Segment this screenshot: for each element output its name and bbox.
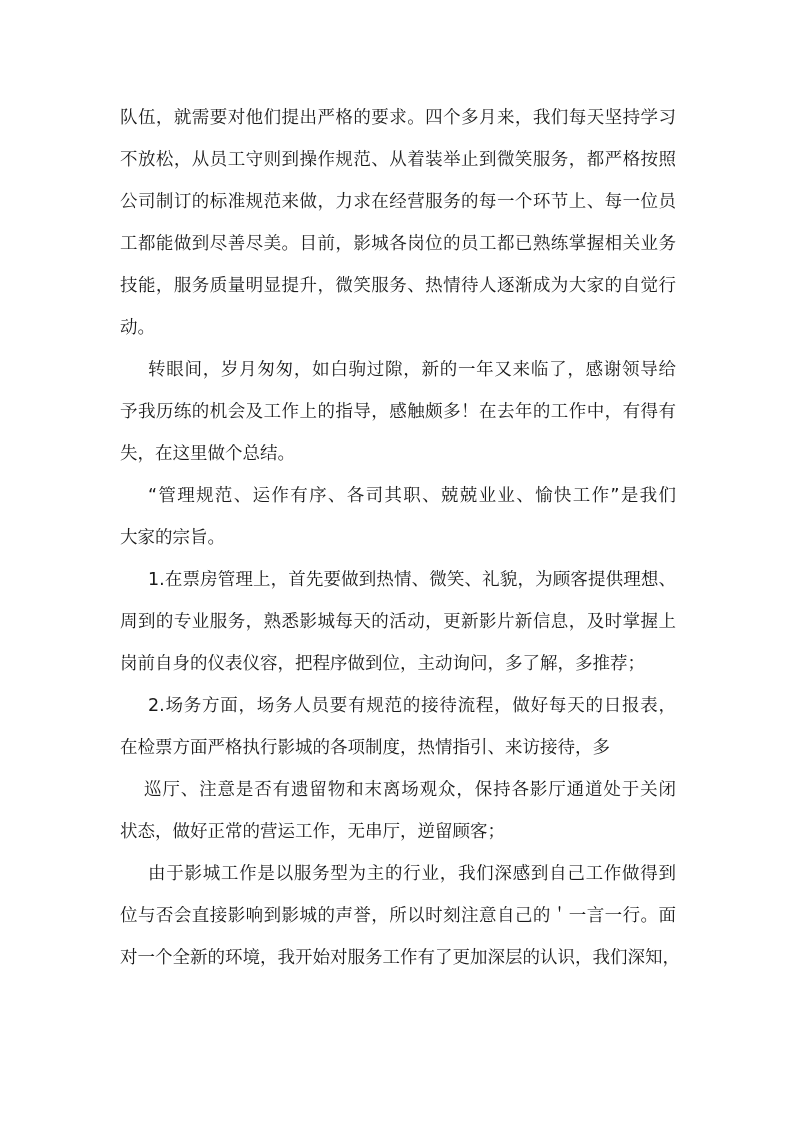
text-line: 公司制订的标准规范来做，力求在经营服务的每一个环节上、每一位员 bbox=[120, 192, 676, 212]
paragraph-start-line: 2.场务方面，场务人员要有规范的接待流程，做好每天的日报表， bbox=[148, 696, 676, 716]
text-line: 技能，服务质量明显提升，微笑服务、热情待人逐渐成为大家的自觉行 bbox=[120, 276, 676, 296]
text-line: 状态，做好正常的营运工作，无串厅，逆留顾客； bbox=[120, 822, 505, 842]
paragraph-start-line: 转眼间，岁月匆匆，如白驹过隙，新的一年又来临了，感谢领导给 bbox=[148, 360, 676, 380]
paragraph-start-line: “管理规范、运作有序、各司其职、兢兢业业、愉快工作”是我们 bbox=[148, 486, 676, 506]
text-line: 对一个全新的环境，我开始对服务工作有了更加深层的认识，我们深知， bbox=[120, 948, 680, 968]
text-line: 予我历练的机会及工作上的指导，感触颇多！在去年的工作中，有得有 bbox=[120, 402, 676, 422]
document-body bbox=[120, 97, 680, 979]
text-line: 周到的专业服务，熟悉影城每天的活动，更新影片新信息，及时掌握上 bbox=[120, 612, 676, 632]
paragraph-start-line: 1.在票房管理上，首先要做到热情、微笑、礼貌，为顾客提供理想、 bbox=[148, 570, 676, 590]
text-line: 在检票方面严格执行影城的各项制度，热情指引、来访接待，多 bbox=[120, 738, 610, 758]
text-line: 大家的宗旨。 bbox=[120, 528, 225, 548]
text-line: 位与否会直接影响到影城的声誉，所以时刻注意自己的＇一言一行。面 bbox=[120, 906, 676, 926]
paragraph-start-line: 巡厅、注意是否有遗留物和末离场观众，保持各影厅通道处于关闭 bbox=[144, 780, 676, 800]
text-line: 队伍，就需要对他们提出严格的要求。四个多月来，我们每天坚持学习 bbox=[120, 108, 676, 128]
text-line: 失，在这里做个总结。 bbox=[120, 444, 295, 464]
text-line: 不放松，从员工守则到操作规范、从着装举止到微笑服务，都严格按照 bbox=[120, 150, 676, 170]
text-line: 动。 bbox=[120, 318, 155, 338]
text-line: 工都能做到尽善尽美。目前，影城各岗位的员工都已熟练掌握相关业务 bbox=[120, 234, 676, 254]
paragraph-start-line: 由于影城工作是以服务型为主的行业，我们深感到自己工作做得到 bbox=[148, 864, 676, 884]
text-line: 岗前自身的仪表仪容，把程序做到位，主动询问，多了解，多推荐； bbox=[120, 654, 645, 674]
